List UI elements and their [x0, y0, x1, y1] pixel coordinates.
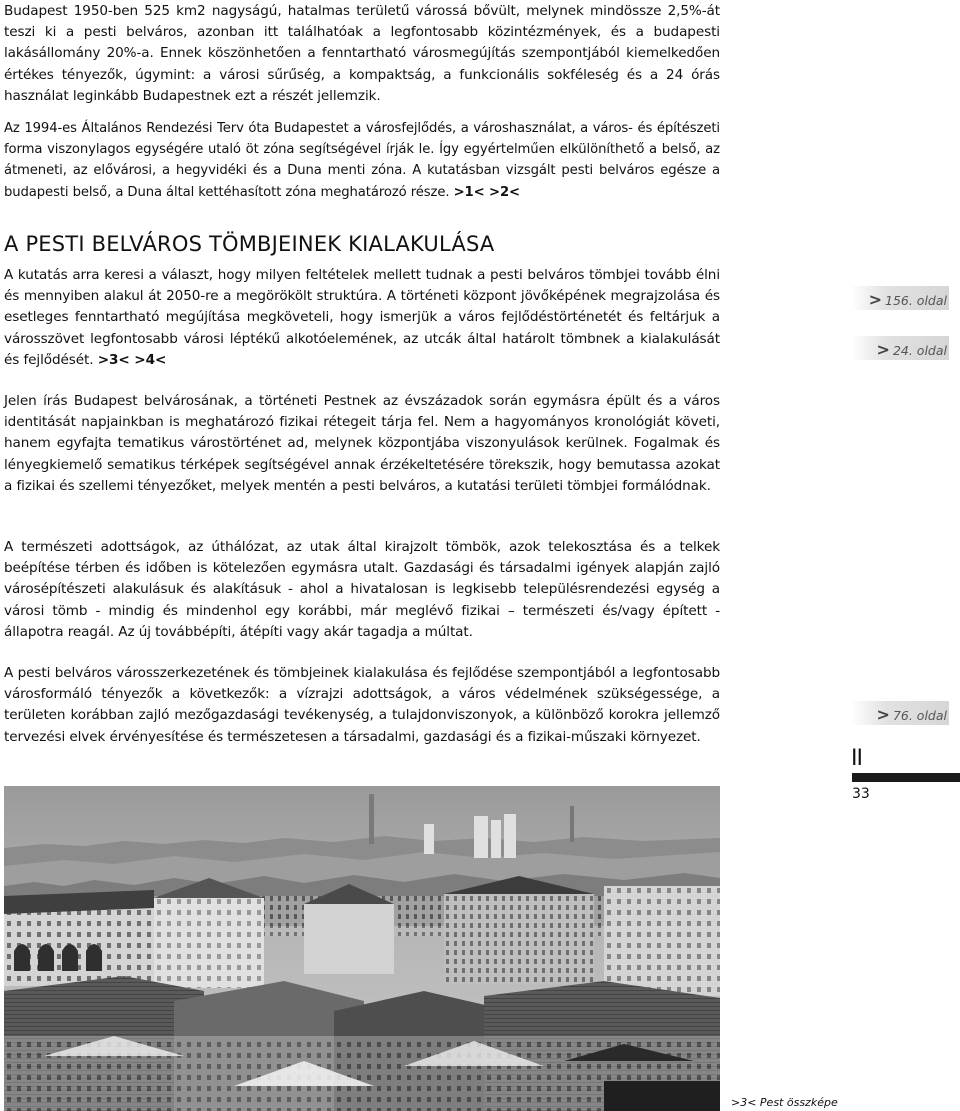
page-reference-label: 76. oldal: [892, 708, 947, 723]
paragraph-text: A természeti adottságok, az úthálózat, az utak által kirajzolt tömbök, azok telekosztása és a telkek beépítése térben és időben is kötelezően egymásra utalt. Gazdasági és társadalmi igények alapján zajló városépítészeti alakulásuk és alakításuk - ahol a hivatalosan is legkisebb településrendezési egység a városi tömb - mindig és mindenhol egy korábbi, már meglévő fizikai – természeti és/vagy épített - állapotra reagál. Az új továbbépíti, átépíti vagy akár tagadja a múltat.: [4, 539, 720, 640]
paragraph-intro: [4, 1, 720, 107]
page-reference-tab[interactable]: [851, 336, 949, 360]
arrow-icon: >: [876, 705, 890, 724]
paragraph-natural-conditions: [4, 537, 720, 643]
paragraph-zones: [4, 118, 720, 203]
page-reference-label: 156. oldal: [885, 293, 947, 308]
paragraph-text: Jelen írás Budapest belvárosának, a történeti Pestnek az évszázadok során egymásra épült és a város identitását napjainkban is meghatározó fizikai rétegeit tárja fel. Nem a hagyományos kronológiát követi, hanem egyfajta tematikus várostörténet ad, melynek központjába viszonyulások kerülnek. Fogalmak és lényegkiemelő sematikus térképek segítségével annak érzékeltetésére törekszik, hogy bemutassa azokat a fizikai és szellemi tényezőket, melyek mentén a pesti belváros, a kutatási területi tömbjei formálódnak.: [4, 393, 720, 494]
paragraph-text: Az 1994-es Általános Rendezési Terv óta Budapestet a városfejlődés, a városhasználat, a város- és építészeti forma viszonylagos egységére utaló öt zóna segítségével írják le. Így egyértelműen elkülöníthető a belső, az átmeneti, az elővárosi, a hegyvidéki és a Duna menti zóna. A kutatásban vizsgált pesti belváros egésze a budapesti belső, a Duna által kettéhasított zóna meghatározó része.: [4, 121, 720, 200]
paragraph-research-question: [4, 265, 720, 371]
city-panorama-photo: [4, 786, 720, 1111]
figure-reference: >3< >4<: [97, 351, 167, 368]
page-reference-label: 24. oldal: [892, 343, 947, 358]
paragraph-text: A pesti belváros városszerkezetének és tömbjeinek kialakulása és fejlődése szempontjából a legfontosabb városformáló tényezők a következők: a vízrajzi adottságok, a város védelmének szükségessége, a területen korábban zajló mezőgazdasági tevékenység, a tulajdonviszonyok, a különböző korokra jellemző tervezési elvek érvényesítése és természetesen a társadalmi, gazdasági és a fizikai-műszaki környezet.: [4, 665, 720, 745]
chapter-bar: [852, 773, 960, 782]
arrow-icon: >: [868, 290, 882, 309]
chapter-mark: II: [851, 746, 862, 771]
paragraph-text: Budapest 1950-ben 525 km2 nagyságú, hatalmas területű várossá bővült, melynek mindössze 2,5%-át teszi ki a pesti belváros, azonban itt találhatóak a legfontosabb közintézmények, és a budapesti lakásállomány 20%-a. Ennek köszönhetően a fenntartható városmegújítás szempontjából kiemelkedően értékes tényezők, úgymint: a városi sűrűség, a kompaktság, a funkcionális sokféleség és a 24 órás használat leginkább Budapestnek ezt a részét jellemzik.: [4, 3, 720, 104]
page-number: 33: [852, 786, 870, 802]
page-reference-tab[interactable]: [851, 701, 949, 725]
section-heading: A PESTI BELVÁROS TÖMBJEINEK KIALAKULÁSA: [4, 232, 495, 256]
paragraph-history: [4, 391, 720, 497]
paragraph-city-forming-factors: [4, 663, 720, 748]
photo-caption: >3< Pest összképe: [731, 1096, 838, 1109]
city-panorama-image: [4, 786, 720, 1111]
arrow-icon: >: [876, 340, 890, 359]
paragraph-text: A kutatás arra keresi a választ, hogy milyen feltételek mellett tudnak a pesti belváros tömbjei tovább élni és mennyiben alakul át 2050-re a megörökölt struktúra. A történeti központ jövőképének megrajzolása és esetleges fenntartható megújítása megköveteli, hogy ismerjük a város fejlődéstörténetét és feltárjuk a városszövet legfontosabb városi léptékű alkotóelemének, az utcák által határolt tömbnek a kialakulását és fejlődését.: [4, 267, 720, 368]
figure-reference: >1< >2<: [453, 184, 521, 200]
page-reference-tab[interactable]: [851, 286, 949, 310]
